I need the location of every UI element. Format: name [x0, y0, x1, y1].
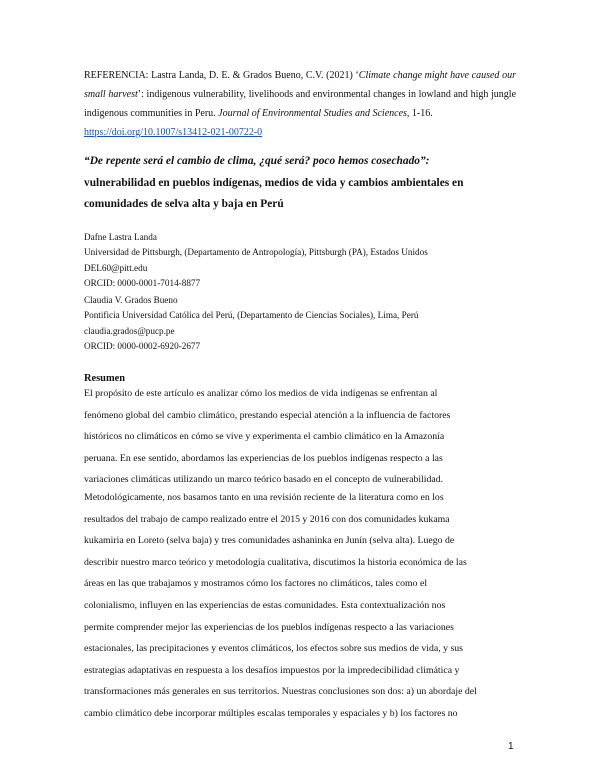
article-title-line: comunidades de selva alta y baja en Perú	[84, 198, 284, 210]
author-block	[84, 293, 516, 355]
reference-title-rest: ’: indigenous vulnerability, livelihoods and environmental changes in lowland and high jungle indigenous communities in Peru.	[84, 89, 517, 119]
article-title	[84, 151, 516, 216]
text-line: describir nuestro marco teórico y metodología cualitativa, discutimos la historia económica de las	[84, 556, 467, 568]
text-line: estacionales, las precipitaciones y eventos climáticos, los efectos sobre sus medios de vida, y sus	[84, 643, 463, 655]
author-email: claudia.grados@pucp.pe	[84, 325, 175, 336]
text-line: Metodológicamente, nos basamos tanto en una revisión reciente de la literatura como en los	[84, 492, 444, 503]
text-line: colonialismo, influyen en las experiencias de estas comunidades. Esta contextualización nos	[84, 599, 446, 611]
text-line: fenómeno global del cambio climático, prestando especial atención a la influencia de factores	[84, 409, 451, 421]
author-block	[84, 230, 516, 292]
text-line: El propósito de este artículo es analizar cómo los medios de vida indígenas se enfrentan al	[84, 388, 438, 399]
text-line: transformaciones más generales en sus territorios. Nuestras conclusiones son dos: a) un abordaje del	[84, 686, 477, 698]
abstract-heading: Resumen	[84, 373, 125, 384]
author-affiliation: Universidad de Pittsburgh, (Departamento de Antropología), Pittsburgh (PA), Estados Unidos	[84, 247, 428, 258]
text-line: kukamiria en Loreto (selva baja) y tres comunidades ashaninka en Junín (selva alta). Luego de	[84, 535, 455, 547]
abstract-paragraph	[84, 383, 516, 491]
text-line: áreas en las que trabajamos y mostramos cómo los factores no climáticos, tales como el	[84, 578, 428, 590]
author-email: DEL60@pitt.edu	[84, 262, 148, 273]
reference-pages: , 1-16.	[406, 108, 433, 119]
reference-label: REFERENCIA:	[84, 70, 149, 81]
text-line: estrategias adaptativas en respuesta a los desafíos impuestos por la impredecibilidad climática y	[84, 664, 460, 676]
text-line: variaciones climáticas utilizando un marco teórico basado en el concepto de vulnerabilidad.	[84, 474, 444, 486]
reference-authors: Lastra Landa, D. E. & Grados Bueno, C.V. (2021) ‘	[148, 70, 359, 81]
author-orcid: ORCID: 0000-0002-6920-2677	[84, 341, 201, 352]
author-orcid: ORCID: 0000-0001-7014-8877	[84, 278, 201, 289]
text-line: resultados del trabajo de campo realizado entre el 2015 y 2016 con dos comunidades kukama	[84, 513, 450, 525]
reference-journal: Journal of Environmental Studies and Sciences	[218, 108, 407, 119]
author-affiliation: Pontificia Universidad Católica del Perú, (Departamento de Ciencias Sociales), Lima, Perú	[84, 310, 419, 321]
author-name: Dafne Lastra Landa	[84, 232, 157, 242]
article-title-quote: “De repente será el cambio de clima, ¿qué será? poco hemos cosechado”:	[84, 155, 430, 167]
text-line: cambio climático debe incorporar múltiples escalas temporales y espaciales y b) los factores no	[84, 707, 458, 719]
doi-link[interactable]: https://doi.org/10.1007/s13412-021-00722-0	[84, 127, 263, 138]
page-number: 1	[508, 741, 514, 752]
author-name: Claudia V. Grados Bueno	[84, 295, 178, 305]
abstract-paragraph	[84, 487, 516, 725]
text-line: peruana. En ese sentido, abordamos las experiencias de los pueblos indígenas respecto a las	[84, 452, 443, 464]
text-line: permite comprender mejor las experiencias de los pueblos indígenas respecto a las variaciones	[84, 621, 454, 633]
text-line: históricos no climáticos en cómo se vive y experimenta el cambio climático en la Amazonía	[84, 431, 445, 443]
article-title-line: vulnerabilidad en pueblos indígenas, medios de vida y cambios ambientales en	[84, 176, 464, 189]
reference-citation	[84, 66, 516, 142]
reference-article-title: Climate change might have caused our small harvest	[84, 70, 516, 100]
